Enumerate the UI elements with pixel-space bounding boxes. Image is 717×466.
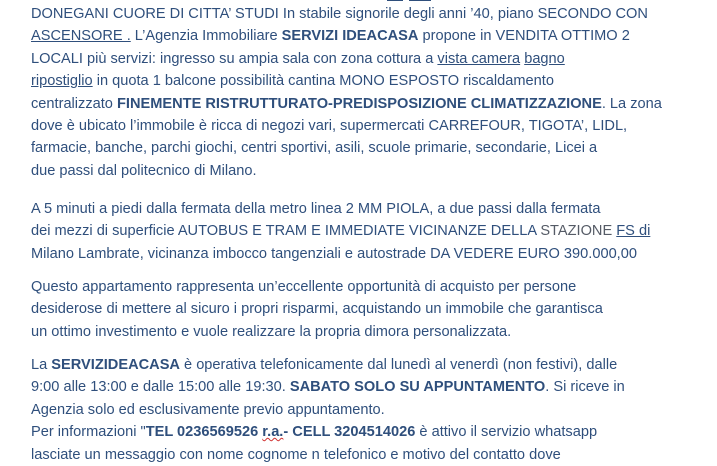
text-line: DONEGANI CUORE DI CITTA’ STUDI In stabile signorile degli anni ’40, piano SECONDO CON xyxy=(31,6,648,22)
gray-text: STAZIONE xyxy=(540,223,617,240)
phone-number-bold: TEL 0236569526 xyxy=(145,424,263,441)
text-run: centralizzato xyxy=(31,95,117,112)
text-run: L’Agenzia Immobiliare xyxy=(130,28,282,45)
text-line xyxy=(31,25,691,47)
paragraph-description xyxy=(31,3,691,182)
text-run: Per informazioni " xyxy=(31,424,146,441)
text-line: Agenzia solo ed esclusivamente previo appuntamento. xyxy=(31,401,385,418)
text-run: LOCALI più servizi: ingresso su ampia sala con zona cottura a xyxy=(31,50,438,67)
text-run: . Si riceve in xyxy=(545,379,625,396)
text-line xyxy=(31,70,691,92)
text-line: desiderose di mettere al sicuro i propri risparmi, acquistando un immobile che garantisca xyxy=(31,301,603,318)
agency-name-bold: SERVIZI IDEACASA xyxy=(281,28,419,45)
underlined-text: ASCENSORE . xyxy=(31,28,131,45)
bold-text: SABATO SOLO SU APPUNTAMENTO xyxy=(289,379,546,396)
text-run: propone in VENDITA OTTIMO 2 xyxy=(418,28,630,45)
text-line: A 5 minuti a piedi dalla fermata della metro linea 2 MM PIOLA, a due passi dalla fermata xyxy=(31,201,601,217)
paragraph-investment xyxy=(31,276,691,343)
text-run: 9:00 alle 13:00 e dalle 15:00 alle 19:30. xyxy=(31,379,290,396)
spellcheck-flagged-text: r.a. xyxy=(262,424,284,441)
text-line: dove è ubicato l’immobile è ricca di negozi vari, supermercati CARREFOUR, TIGOTA’, LIDL, xyxy=(31,118,628,135)
text-line: farmacie, banche, parchi giochi, centri sportivi, asili, scuole primarie, secondarie, Licei a xyxy=(31,140,598,157)
text-line: Milano Lambrate, vicinanza imbocco tangenziali e autostrade DA VEDERE EURO 390.000,00 xyxy=(31,245,637,262)
bold-text: FINEMENTE RISTRUTTURATO-PREDISPOSIZIONE CLIMATIZZAZIONE xyxy=(116,95,602,112)
text-line: lasciate un messaggio con nome cognome n telefonico e motivo del contatto dove xyxy=(31,446,561,463)
underlined-text: vista camera xyxy=(437,50,521,67)
text-line xyxy=(31,376,691,398)
underlined-text: ripostiglio xyxy=(31,73,93,90)
text-line: un ottimo investimento e vuole realizzare la propria dimora personalizzata. xyxy=(31,323,512,340)
phone-number-bold: - CELL 3204514026 xyxy=(283,424,416,441)
text-run: è attivo il servizio whatsapp xyxy=(415,424,598,441)
text-run: dei mezzi di superficie AUTOBUS E TRAM E IMMEDIATE VICINANZE DELLA xyxy=(31,223,541,240)
text-line xyxy=(31,48,691,70)
text-line xyxy=(31,421,691,443)
agency-name-bold: SERVIZIDEACASA xyxy=(51,357,180,373)
paragraph-contact xyxy=(31,354,691,466)
text-line xyxy=(31,93,691,115)
text-line xyxy=(31,354,691,376)
text-run: . La zona xyxy=(601,95,662,112)
text-line: due passi dal politecnico di Milano. xyxy=(31,162,257,179)
underlined-text: bagno xyxy=(524,50,565,67)
text-run: La xyxy=(31,357,52,373)
text-run: in quota 1 balcone possibilità cantina MONO ESPOSTO riscaldamento xyxy=(92,73,554,90)
text-run: è operativa telefonicamente dal lunedì al venerdì (non festivi), dalle xyxy=(179,357,618,373)
text-line: Questo appartamento rappresenta un’eccellente opportunità di acquisto per persone xyxy=(31,279,577,295)
text-line xyxy=(31,220,691,242)
underlined-text: FS di xyxy=(616,223,651,240)
paragraph-location xyxy=(31,198,691,265)
